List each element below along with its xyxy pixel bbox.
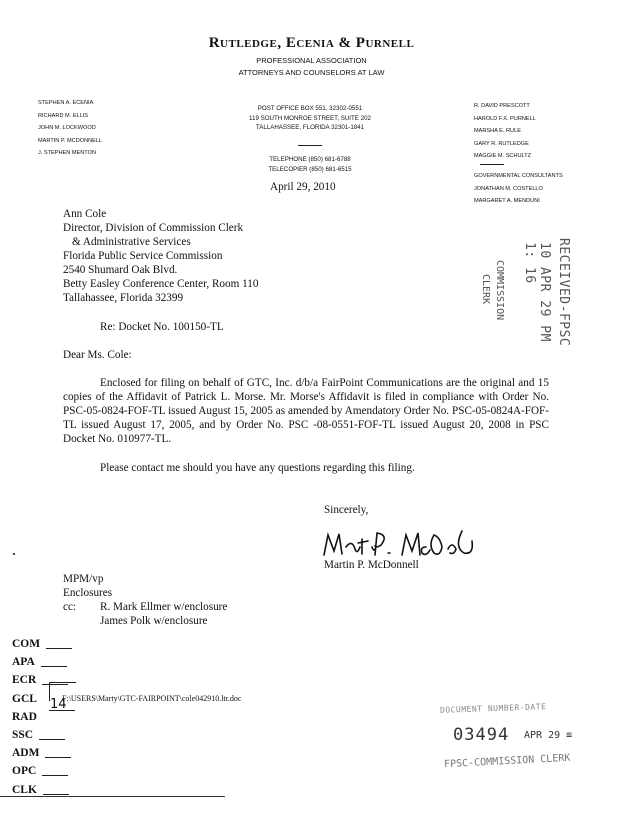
recipient-block xyxy=(63,207,259,305)
file-path: F:\USERS\Marty\GTC-FAIRPOINT\cole042910.ltr.doc xyxy=(62,694,242,703)
firm-subtitle-1: PROFESSIONAL ASSOCIATION xyxy=(256,56,367,65)
recipient-line: Tallahassee, Florida 32399 xyxy=(63,292,184,304)
partner-name: HAROLD F.X. PURNELL xyxy=(474,115,536,122)
routing-blank xyxy=(42,775,68,776)
routing-code-list xyxy=(12,635,72,799)
partner-name: MARSHA E. RULE xyxy=(474,128,521,134)
letter-date: April 29, 2010 xyxy=(270,181,336,193)
routing-code-row xyxy=(12,635,72,653)
routing-blank xyxy=(43,794,69,795)
doc-stamp-date: APR 29 ≌ xyxy=(524,730,573,741)
address-divider xyxy=(298,145,322,146)
partner-name: RICHARD M. ELLIS xyxy=(38,112,89,119)
routing-code-row xyxy=(12,762,72,780)
partner-name: J. STEPHEN MENTON xyxy=(38,150,97,156)
firm-subtitle-2: ATTORNEYS AND COUNSELORS AT LAW xyxy=(238,68,385,77)
partner-name: STEPHEN A. ECENIA xyxy=(38,100,94,106)
partner-name: GARY R. RUTLEDGE xyxy=(474,140,529,147)
recipient-line: Florida Public Service Commission xyxy=(63,250,223,262)
firm-contact xyxy=(180,155,440,174)
recipient-line: Betty Easley Conference Center, Room 110 xyxy=(63,278,259,290)
cc-recipient: R. Mark Ellmer w/enclosure xyxy=(100,601,228,613)
received-stamp-commission: COMMISSION xyxy=(494,260,505,321)
routing-code: ECR xyxy=(12,674,37,687)
consultant-name: MARGARET A. MENDUNI xyxy=(474,198,540,204)
routing-code: ADM xyxy=(12,747,40,760)
telecopier: TELECOPIER (850) 681-6515 xyxy=(268,165,352,173)
stray-mark xyxy=(13,553,15,555)
recipient-line: & Administrative Services xyxy=(72,236,191,248)
rad-handwritten-mark: 14 xyxy=(50,697,67,712)
rad-underline xyxy=(49,710,75,711)
closing: Sincerely, xyxy=(324,504,369,516)
salutation: Dear Ms. Cole: xyxy=(63,349,132,361)
routing-blank xyxy=(46,648,72,649)
received-stamp-line: RECEIVED-FPSC xyxy=(556,238,571,347)
telephone: TELEPHONE (850) 681-6788 xyxy=(269,156,351,163)
address-line: 119 SOUTH MONROE STREET, SUITE 202 xyxy=(249,114,371,122)
doc-stamp-heading: DOCUMENT NUMBER-DATE xyxy=(439,702,547,715)
received-stamp xyxy=(478,238,588,363)
routing-code: SSC xyxy=(12,729,34,742)
routing-code: COM xyxy=(12,638,41,650)
recipient-line: Director, Division of Commission Clerk xyxy=(63,222,244,234)
partner-name: R. DAVID PRESCOTT xyxy=(474,103,530,109)
address-line: POST OFFICE BOX 551, 32302-0551 xyxy=(257,105,363,112)
routing-code-row xyxy=(12,653,72,671)
routing-blank xyxy=(39,739,65,740)
firm-address xyxy=(180,104,440,133)
routing-code-row xyxy=(12,744,72,762)
firm-name: Rutledge, Ecenia & Purnell xyxy=(208,35,415,51)
routing-code-row xyxy=(12,726,72,744)
enclosures-note: Enclosures xyxy=(63,587,113,599)
partner-name: MAGGIE M. SCHULTZ xyxy=(474,153,532,159)
cc-recipient: James Polk w/enclosure xyxy=(100,615,208,627)
consultants-heading: GOVERNMENTAL CONSULTANTS xyxy=(474,173,563,179)
address-line: TALLAHASSEE, FLORIDA 32301-1841 xyxy=(255,124,365,131)
recipient-line: Ann Cole xyxy=(63,208,107,220)
signatory-name: Martin P. McDonnell xyxy=(324,559,419,571)
routing-blank xyxy=(41,666,67,667)
body-paragraph: Please contact me should you have any questions regarding this filing. xyxy=(100,462,415,474)
doc-stamp-clerk: FPSC-COMMISSION CLERK xyxy=(443,752,571,771)
routing-code: CLK xyxy=(12,783,37,796)
routing-code: GCL xyxy=(12,692,37,705)
received-stamp-clerk: CLERK xyxy=(480,274,491,305)
partner-name: JOHN M. LOCKWOOD xyxy=(38,125,96,131)
consultants-divider xyxy=(480,164,504,165)
typist-initials: MPM/vp xyxy=(63,573,104,585)
doc-stamp-number: 03494 xyxy=(453,725,510,745)
right-partner-list xyxy=(474,100,594,163)
recipient-line: 2540 Shumard Oak Blvd. xyxy=(63,264,178,276)
cc-list xyxy=(100,600,227,628)
received-stamp-datetime: 10 APR 29 PM 1: 16 xyxy=(522,242,552,342)
bottom-rule xyxy=(0,796,225,797)
cc-label: cc: xyxy=(63,601,77,613)
routing-code: OPC xyxy=(12,765,37,778)
routing-blank xyxy=(45,757,71,758)
consultants-block xyxy=(474,170,604,208)
routing-code: RAD xyxy=(12,710,37,723)
left-partner-list xyxy=(38,97,168,160)
handwritten-signature xyxy=(320,525,480,561)
re-line: Re: Docket No. 100150-TL xyxy=(100,321,224,333)
partner-name: MARTIN P. MCDONNELL xyxy=(38,137,103,144)
body-paragraph: Enclosed for filing on behalf of GTC, Inc. d/b/a FairPoint Communications are the original and 15 copies of the Affidavit of Patrick L. Morse. Mr. Morse's Affidavit is filed in compliance with Order No. PSC-05-0824-FOF-TL issued August 15, 2005 as amended by Amendatory Order No. PSC-05-0824A-FOF-TL issued August 17, 2005, and by Order No. PSC -08-0551-FOF-TL issued August 20, 2008 in PSC Docket No. 010977-TL. xyxy=(63,377,549,445)
routing-code: APA xyxy=(12,656,35,669)
consultant-name: JONATHAN M. COSTELLO xyxy=(474,185,543,192)
